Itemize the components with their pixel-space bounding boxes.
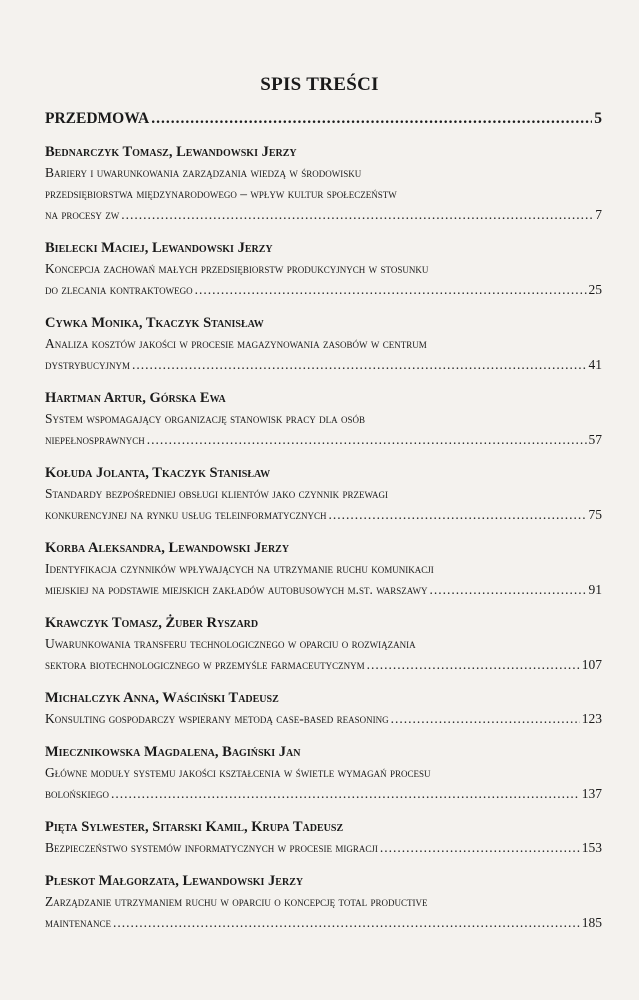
entry-title-line: Zarządzanie utrzymaniem ruchu w oparciu o koncepcję total productive [45,894,428,909]
entry-title-text: dystrybucyjnym [45,357,131,372]
toc-preface [45,110,602,128]
toc-entry [45,742,602,804]
entry-title-text: maintenance [45,915,111,930]
entry-page-number: 41 [588,357,602,372]
page-title: SPIS TREŚCI [260,74,379,95]
entry-authors: Krawczyk Tomasz, Żuber Ryszard [45,615,259,631]
leader-dots [430,579,587,600]
toc-entry [45,871,602,933]
entry-page-number: 137 [581,786,602,801]
entry-page-number: 25 [588,282,602,297]
toc-entries [45,142,602,933]
leader-dots [151,110,592,128]
toc-entry [45,313,602,375]
entry-title-line-last [45,837,602,858]
leader-dots [132,354,586,375]
entry-page-number: 57 [588,432,602,447]
entry-authors: Bednarczyk Tomasz, Lewandowski Jerzy [45,144,297,160]
leader-dots [121,204,593,225]
entry-authors: Michalczyk Anna, Waściński Tadeusz [45,690,279,706]
toc-entry [45,817,602,858]
entry-page-number: 75 [588,507,602,522]
entry-title-line: Koncepcja zachowań małych przedsiębiorstw produkcyjnych w stosunku [45,261,429,276]
entry-title-line: Główne moduły systemu jakości kształcenia w świetle wymagań procesu [45,765,431,780]
toc-entry [45,142,602,225]
toc-entry [45,238,602,300]
entry-title-line-last [45,654,602,675]
entry-title-line-last [45,579,602,600]
entry-page-number: 185 [581,915,602,930]
entry-title-line-last [45,708,602,729]
leader-dots [380,837,580,858]
entry-title-line-last [45,429,602,450]
entry-page-number: 7 [595,207,602,222]
entry-authors: Cywka Monika, Tkaczyk Stanisław [45,315,264,331]
entry-title-line: Analiza kosztów jakości w procesie magazynowania zasobów w centrum [45,336,427,351]
table-of-contents [45,110,602,946]
toc-entry [45,388,602,450]
leader-dots [329,504,587,525]
leader-dots [367,654,580,675]
leader-dots [113,912,580,933]
entry-title-text: miejskiej na podstawie miejskich zakładów autobusowych m.st. warszawy [45,582,428,597]
entry-title-line-last [45,504,602,525]
entry-authors: Pleskot Małgorzata, Lewandowski Jerzy [45,873,304,889]
entry-title-line: Bariery i uwarunkowania zarządzania wiedzą w środowisku [45,165,362,180]
entry-page-number: 91 [588,582,602,597]
entry-title-line: przedsiębiorstwa międzynarodowego – wpływ kultur społeczeństw [45,186,397,201]
entry-page-number: 153 [581,840,602,855]
entry-title-line-last [45,912,602,933]
preface-page-number: 5 [594,110,602,127]
toc-entry [45,538,602,600]
entry-title-line: Identyfikacja czynników wpływających na utrzymanie ruchu komunikacji [45,561,434,576]
entry-title-line: System wspomagający organizację stanowisk pracy dla osób [45,411,366,426]
entry-title-text: do zlecania kontraktowego [45,282,193,297]
toc-entry [45,613,602,675]
entry-authors: Pięta Sylwester, Sitarski Kamil, Krupa Tadeusz [45,819,344,835]
entry-title-text: Konsulting gospodarczy wspierany metodą case-based reasoning [45,711,389,726]
preface-label: PRZEDMOWA [45,110,150,127]
entry-title-text: sektora biotechnologicznego w przemyśle farmaceutycznym [45,657,365,672]
entry-title-line: Standardy bezpośredniej obsługi klientów jako czynnik przewagi [45,486,389,501]
toc-entry [45,463,602,525]
entry-title-text: niepełnosprawnych [45,432,145,447]
entry-authors: Hartman Artur, Górska Ewa [45,390,226,406]
entry-title-text: konkurencyjnej na rynku usług teleinformatycznych [45,507,327,522]
entry-title-line-last [45,783,602,804]
entry-title-line-last [45,354,602,375]
entry-title-line-last [45,204,602,225]
entry-authors: Korba Aleksandra, Lewandowski Jerzy [45,540,290,556]
entry-page-number: 107 [581,657,602,672]
leader-dots [391,708,580,729]
entry-authors: Kołuda Jolanta, Tkaczyk Stanisław [45,465,271,481]
leader-dots [111,783,580,804]
entry-authors: Bielecki Maciej, Lewandowski Jerzy [45,240,273,256]
leader-dots [195,279,587,300]
entry-title-text: Bezpieczeństwo systemów informatycznych w procesie migracji [45,840,378,855]
entry-title-line-last [45,279,602,300]
entry-authors: Miecznikowska Magdalena, Bagiński Jan [45,744,301,760]
entry-title-text: na procesy zw [45,207,120,222]
leader-dots [147,429,587,450]
entry-page-number: 123 [581,711,602,726]
entry-title-text: bolońskiego [45,786,109,801]
toc-entry [45,688,602,729]
entry-title-line: Uwarunkowania transferu technologicznego w oparciu o rozwiązania [45,636,416,651]
